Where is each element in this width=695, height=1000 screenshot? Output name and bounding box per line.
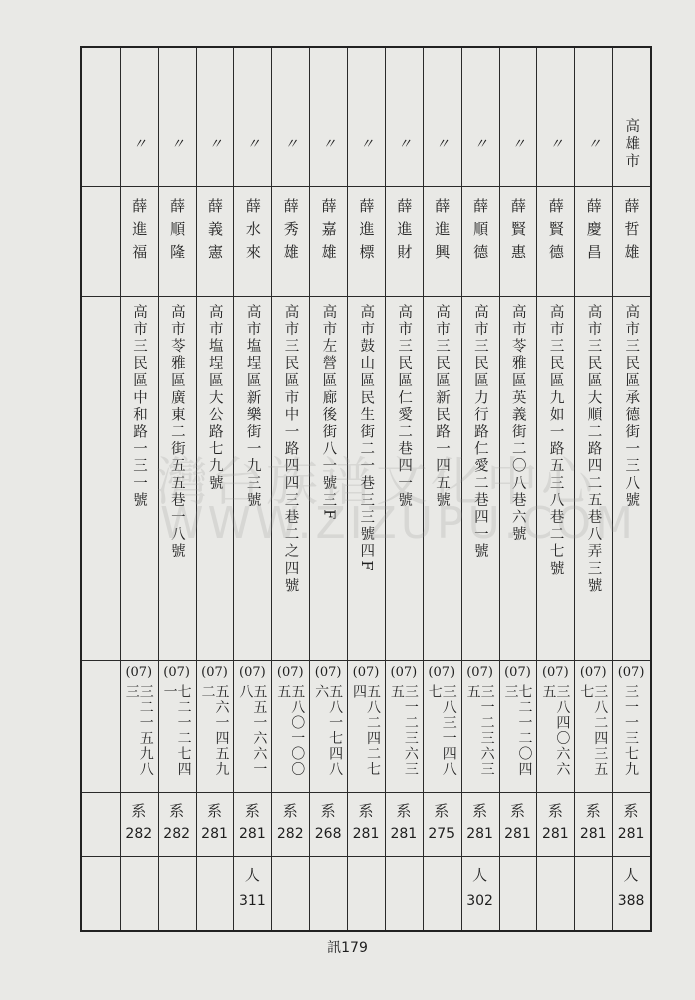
name-cell (423, 198, 461, 296)
phone-cell (499, 664, 537, 792)
phone-text: 三一一三七九 (623, 684, 640, 777)
code-number: 281 (390, 826, 418, 842)
entry-column (158, 48, 196, 930)
remark-cell (196, 856, 234, 934)
name-cell (536, 198, 574, 296)
phone-text: 五八〇一〇〇五 (275, 684, 306, 777)
name-text: 薛嘉雄 (319, 198, 338, 267)
address-cell (536, 304, 574, 660)
entry-column (574, 48, 612, 930)
address-cell (233, 304, 271, 660)
address-text: 高市三民區力行路仁愛二巷四一號 (471, 304, 488, 561)
region-cell (309, 136, 347, 186)
address-text: 高市三民區仁愛二巷四一號 (396, 304, 413, 510)
code-char: 系 (509, 802, 525, 820)
address-text: 高市苓雅區英義街二〇八巷六號 (509, 304, 526, 544)
phone-cell (385, 664, 423, 792)
address-cell (309, 304, 347, 660)
name-text: 薛哲雄 (622, 198, 641, 267)
area-code: (07) (125, 665, 153, 680)
code-number: 275 (428, 826, 456, 842)
area-code: (07) (352, 665, 380, 680)
code-number: 281 (579, 826, 607, 842)
remark-cell (385, 856, 423, 934)
name-cell (347, 198, 385, 296)
code-cell (461, 792, 499, 856)
region-cell (120, 136, 158, 186)
address-text: 高市三民區市中一路四四三巷二之四號 (282, 304, 299, 595)
code-number: 268 (314, 826, 342, 842)
region-text: 〃 (433, 136, 450, 153)
entry-column (499, 48, 537, 930)
region-text: 〃 (206, 136, 223, 153)
remark-cell (120, 856, 158, 934)
remark-char: 人 (472, 866, 488, 884)
region-cell (612, 118, 650, 186)
phone-text: 三八四〇六六五 (540, 684, 571, 777)
phone-cell (82, 664, 120, 792)
entry-column (385, 48, 423, 930)
area-code: (07) (163, 665, 190, 680)
region-text: 〃 (168, 136, 185, 153)
code-cell (385, 792, 423, 856)
name-text: 薛賢德 (546, 198, 565, 267)
code-char: 系 (207, 802, 223, 820)
phone-text: 五八二四二七四 (350, 684, 381, 777)
area-code: (07) (579, 665, 607, 680)
area-code: (07) (239, 665, 266, 680)
entry-column (233, 48, 271, 930)
code-char: 系 (358, 802, 374, 820)
phone-text: 三一二三六三五 (464, 684, 495, 777)
region-cell (196, 136, 234, 186)
address-text: 高市三民區承德街一三八號 (623, 304, 640, 510)
remark-cell (461, 856, 499, 934)
entry-column (347, 48, 385, 930)
phone-text: 三二一五九八三 (123, 684, 154, 777)
region-cell (385, 136, 423, 186)
code-number: 281 (466, 826, 493, 842)
phone-text: 七二一二七四一 (161, 684, 192, 777)
phone-cell (158, 664, 196, 792)
code-cell (271, 792, 309, 856)
entry-column (82, 48, 120, 930)
remark-cell (82, 856, 120, 934)
region-cell (271, 136, 309, 186)
area-code: (07) (201, 665, 228, 680)
address-text: 高市三民區大順二路四二五巷八弄三號 (585, 304, 602, 595)
phone-cell (536, 664, 574, 792)
remark-number: 388 (617, 893, 645, 909)
phone-cell (271, 664, 309, 792)
code-char: 系 (547, 802, 563, 820)
name-text: 薛進財 (395, 198, 414, 267)
name-text: 薛順德 (471, 198, 490, 267)
area-code: (07) (541, 665, 569, 680)
entry-column (309, 48, 347, 930)
code-char: 系 (282, 802, 298, 820)
name-cell (309, 198, 347, 296)
region-text: 〃 (471, 136, 488, 153)
address-text: 高市三民區新民路一四五號 (433, 304, 450, 510)
name-cell (499, 198, 537, 296)
area-code: (07) (617, 665, 645, 680)
entry-column (120, 48, 158, 930)
name-text: 薛義憲 (206, 198, 225, 267)
remark-cell (612, 856, 650, 934)
phone-text: 三八二四三五七 (578, 684, 609, 777)
remark-cell (574, 856, 612, 934)
region-text: 〃 (395, 136, 412, 153)
address-text: 高市塩埕區新樂街一九三號 (244, 304, 261, 510)
name-cell (271, 198, 309, 296)
name-text: 薛賢惠 (508, 198, 527, 267)
region-text: 〃 (130, 136, 147, 153)
code-number: 281 (201, 826, 228, 842)
code-number: 282 (163, 826, 191, 842)
page-footer (0, 937, 695, 957)
address-cell (385, 304, 423, 660)
region-text: 〃 (282, 136, 299, 153)
remark-cell (347, 856, 385, 934)
code-cell (82, 792, 120, 856)
code-cell (233, 792, 271, 856)
region-cell (233, 136, 271, 186)
entry-column (536, 48, 574, 930)
area-code: (07) (314, 665, 342, 680)
region-text: 〃 (320, 136, 337, 153)
name-cell (158, 198, 196, 296)
watermark-text: 灣台族谱文化中心 (155, 453, 596, 513)
name-text: 薛慶昌 (584, 198, 603, 267)
name-text: 薛水來 (243, 198, 262, 267)
remark-cell (499, 856, 537, 934)
entry-column (196, 48, 234, 930)
code-cell (347, 792, 385, 856)
address-text: 高市鼓山區民生街二一巷三三號四F (358, 304, 375, 574)
address-cell (612, 304, 650, 660)
address-cell (158, 304, 196, 660)
phone-text: 三一二三六三五 (388, 684, 419, 777)
area-code: (07) (504, 665, 531, 680)
code-cell (423, 792, 461, 856)
address-text: 高市塩埕區大公路七九號 (206, 304, 223, 493)
region-text: 〃 (357, 136, 374, 153)
name-text: 薛進福 (130, 198, 149, 267)
name-text: 薛順隆 (168, 198, 187, 267)
name-cell (233, 198, 271, 296)
name-cell (196, 198, 234, 296)
phone-cell (196, 664, 234, 792)
phone-text: 五六一四五九二 (199, 684, 230, 777)
code-cell (536, 792, 574, 856)
region-text: 高雄市 (623, 118, 640, 171)
region-cell (499, 136, 537, 186)
address-cell (120, 304, 158, 660)
address-cell (461, 304, 499, 660)
phone-cell (461, 664, 499, 792)
code-cell (309, 792, 347, 856)
code-char: 系 (434, 802, 450, 820)
remark-char: 人 (623, 866, 639, 884)
phone-cell (423, 664, 461, 792)
address-cell (196, 304, 234, 660)
region-cell (461, 136, 499, 186)
watermark-url: WWW.ZIZUPU.COM (160, 498, 637, 549)
region-cell (82, 118, 120, 186)
region-cell (423, 136, 461, 186)
code-char: 系 (244, 802, 260, 820)
address-cell (499, 304, 537, 660)
remark-cell (271, 856, 309, 934)
code-number: 282 (125, 826, 153, 842)
region-cell (347, 136, 385, 186)
member-table (80, 46, 652, 932)
phone-cell (233, 664, 271, 792)
area-code: (07) (276, 665, 304, 680)
region-cell (536, 136, 574, 186)
code-char: 系 (623, 802, 639, 820)
code-char: 系 (585, 802, 601, 820)
name-cell (612, 198, 650, 296)
region-text: 〃 (244, 136, 261, 153)
remark-number: 302 (466, 893, 493, 909)
code-number: 281 (504, 826, 531, 842)
name-text: 薛進標 (357, 198, 376, 267)
code-cell (120, 792, 158, 856)
phone-cell (309, 664, 347, 792)
region-text: 〃 (547, 136, 564, 153)
address-text: 高市三民區九如一路五三八巷二七號 (547, 304, 564, 578)
phone-cell (612, 664, 650, 792)
phone-text: 五五一六六一八 (237, 684, 268, 777)
address-cell (82, 304, 120, 660)
remark-cell (536, 856, 574, 934)
footer-prefix: 訊 (327, 940, 342, 956)
code-char: 系 (396, 802, 412, 820)
phone-cell (120, 664, 158, 792)
remark-number: 311 (239, 893, 266, 909)
code-cell (158, 792, 196, 856)
name-cell (120, 198, 158, 296)
code-char: 系 (169, 802, 185, 820)
address-cell (347, 304, 385, 660)
code-cell (499, 792, 537, 856)
code-char: 系 (320, 802, 336, 820)
code-number: 281 (352, 826, 380, 842)
code-number: 281 (617, 826, 645, 842)
phone-text: 五八一七四八六 (313, 684, 344, 777)
name-text: 薛秀雄 (281, 198, 300, 267)
code-number: 281 (541, 826, 569, 842)
name-cell (82, 198, 120, 296)
name-cell (385, 198, 423, 296)
code-number: 282 (276, 826, 304, 842)
name-cell (461, 198, 499, 296)
code-number: 281 (239, 826, 266, 842)
code-cell (196, 792, 234, 856)
region-cell (158, 136, 196, 186)
code-char: 系 (472, 802, 488, 820)
entry-column (423, 48, 461, 930)
name-cell (574, 198, 612, 296)
phone-cell (347, 664, 385, 792)
code-cell (574, 792, 612, 856)
address-text: 高市三民區中和路一三一號 (131, 304, 148, 510)
code-char: 系 (131, 802, 147, 820)
remark-cell (233, 856, 271, 934)
address-text: 高市苓雅區廣東二街五五巷一八號 (168, 304, 185, 561)
region-cell (574, 136, 612, 186)
entry-column (612, 48, 650, 930)
area-code: (07) (390, 665, 418, 680)
area-code: (07) (428, 665, 456, 680)
region-text: 〃 (585, 136, 602, 153)
remark-cell (423, 856, 461, 934)
name-text: 薛進興 (433, 198, 452, 267)
area-code: (07) (466, 665, 493, 680)
entry-column (271, 48, 309, 930)
remark-char: 人 (244, 866, 260, 884)
phone-text: 七二一二〇四三 (502, 684, 533, 777)
address-cell (423, 304, 461, 660)
page-number: 179 (341, 940, 368, 956)
entry-column (461, 48, 499, 930)
address-cell (271, 304, 309, 660)
address-text: 高市左營區廊後街八一號三F (320, 304, 337, 522)
code-cell (612, 792, 650, 856)
address-cell (574, 304, 612, 660)
remark-cell (158, 856, 196, 934)
phone-cell (574, 664, 612, 792)
region-text: 〃 (509, 136, 526, 153)
remark-cell (309, 856, 347, 934)
phone-text: 三八三一四八七 (426, 684, 457, 777)
